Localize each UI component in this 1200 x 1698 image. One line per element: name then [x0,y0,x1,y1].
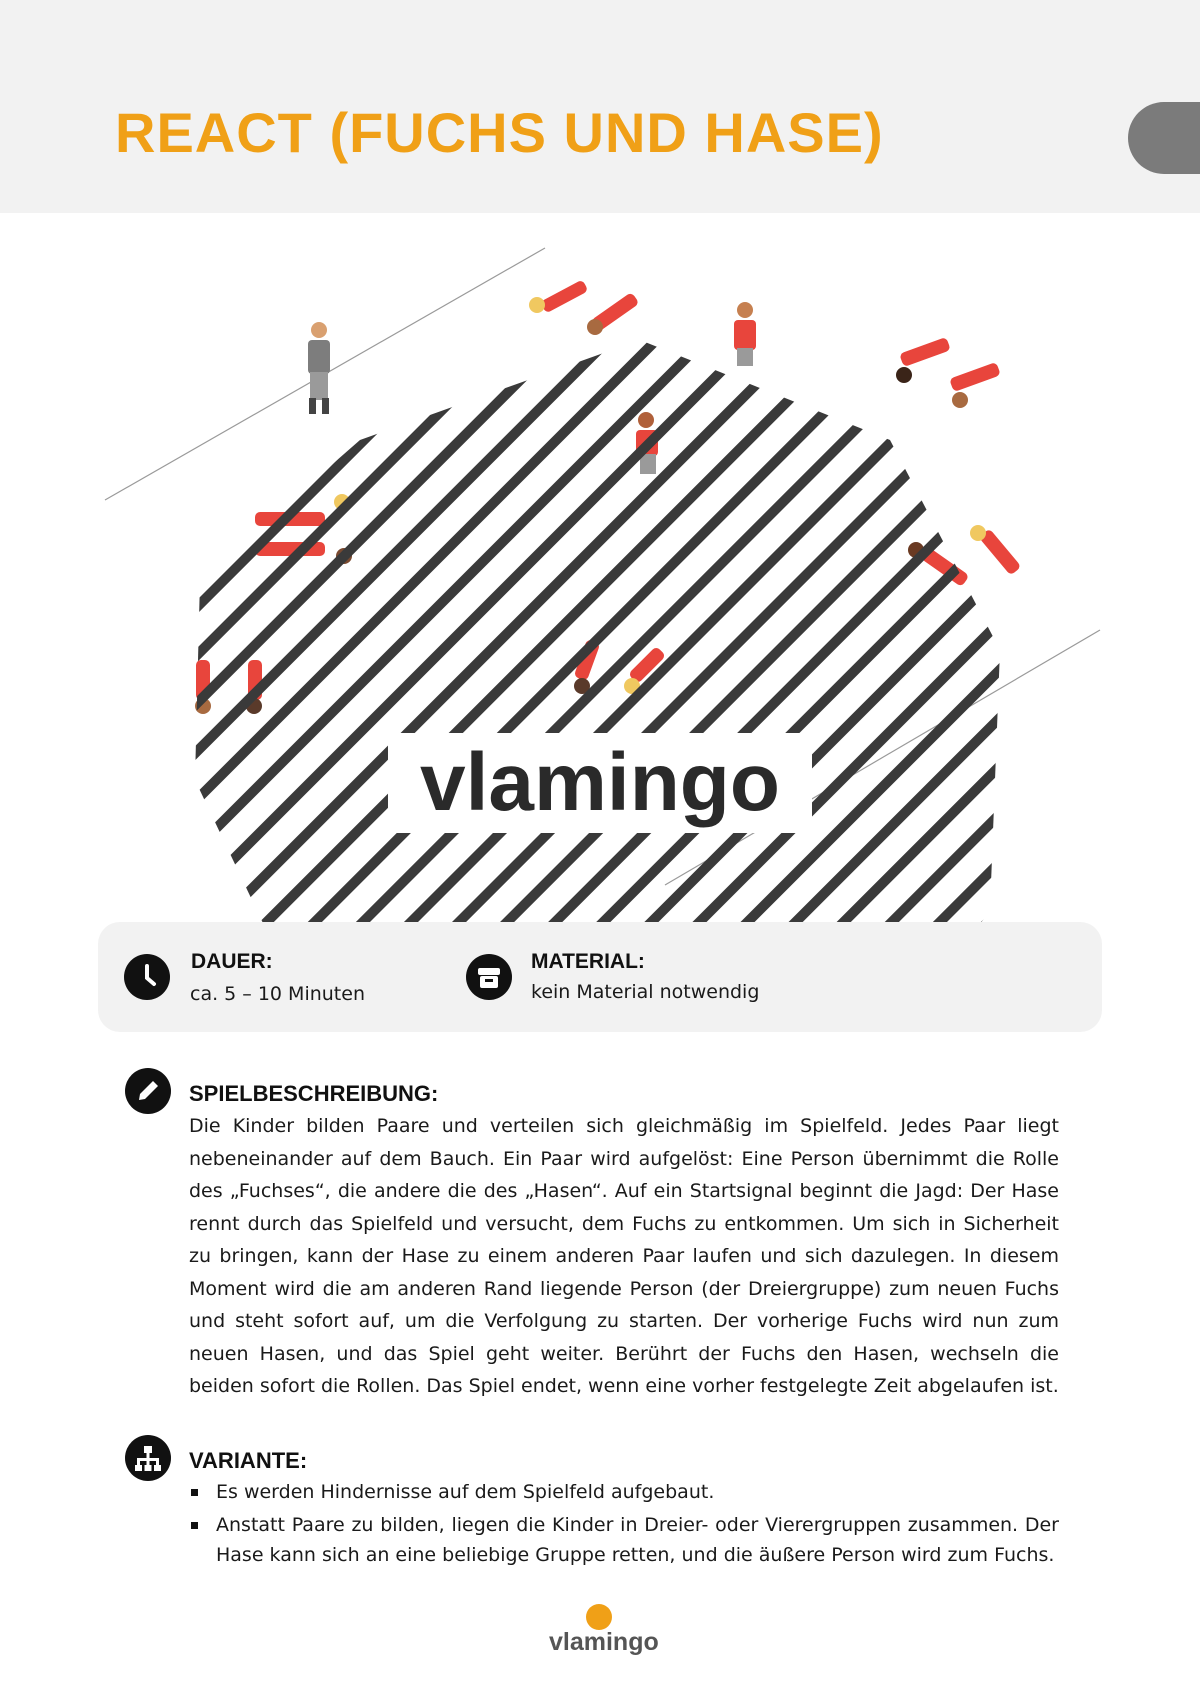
variant-text: Es werden Hindernisse auf dem Spielfeld aufgebaut. [216,1481,715,1503]
game-illustration [0,220,1200,940]
duration-value: ca. 5 – 10 Minuten [190,983,365,1005]
pencil-icon [125,1068,171,1114]
box-icon [466,954,512,1000]
list-item [189,1510,1059,1570]
info-box [98,922,1102,1032]
duration-label: DAUER: [191,950,273,973]
list-item [189,1477,1059,1507]
variants-list [189,1477,1059,1573]
child-standing-teacher [308,322,330,414]
page-title: REACT (FUCHS UND HASE) [115,101,884,164]
pair-lying-top-center [529,279,639,335]
description-heading: SPIELBESCHREIBUNG: [189,1081,439,1106]
bullet-icon [191,1522,198,1529]
description-text: Die Kinder bilden Paare und verteilen sich gleichmäßig im Spielfeld. Jedes Paar liegt nebeneinander auf dem Bauch. Ein Paar wird aufgelöst: Eine Person übernimmt die Rolle des „Fuchses“, die andere die des „Hasen“. Auf ein Startsignal beginnt die Jagd: Der Hase rennt durch das Spielfeld und versucht, dem Fuchs zu entkommen. Um sich in Sicherheit zu bringen, kann der Hase zu einem anderen Paar laufen und sich dazulegen. In diesem Moment wird die am anderen Rand liegende Person (der Dreiergruppe) zum neuen Fuchs und steht sofort auf, um die Verfolgung zu starten. Der vorherige Fuchs wird nun zum neuen Hasen, und das Spiel geht weiter. Berührt der Fuchs den Hasen, wechseln die beiden sofort die Rollen. Das Spiel endet, wenn eine vorher festgelegte Zeit abgelaufen ist. [189,1115,1059,1397]
watermark-stripes [150,320,1050,940]
material-label: MATERIAL: [531,950,645,973]
flamingo-logo-icon [586,1604,612,1630]
bullet-icon [191,1489,198,1496]
side-tab [1128,102,1200,174]
clock-icon [124,954,170,1000]
variants-heading: VARIANTE: [189,1448,308,1473]
child-running-top [734,302,756,366]
footer-logo: vlamingo [549,1628,659,1656]
variant-text: Anstatt Paare zu bilden, liegen die Kinder in Dreier- oder Vierergruppen zusammen. Der Hase kann sich an eine beliebige Gruppe retten, und die äußere Person wird zum Fuchs. [216,1514,1059,1566]
hierarchy-icon [125,1435,171,1481]
watermark-logo: vlamingo [420,737,780,828]
pair-lying-top-right [896,337,1001,408]
material-value: kein Material notwendig [531,981,760,1003]
